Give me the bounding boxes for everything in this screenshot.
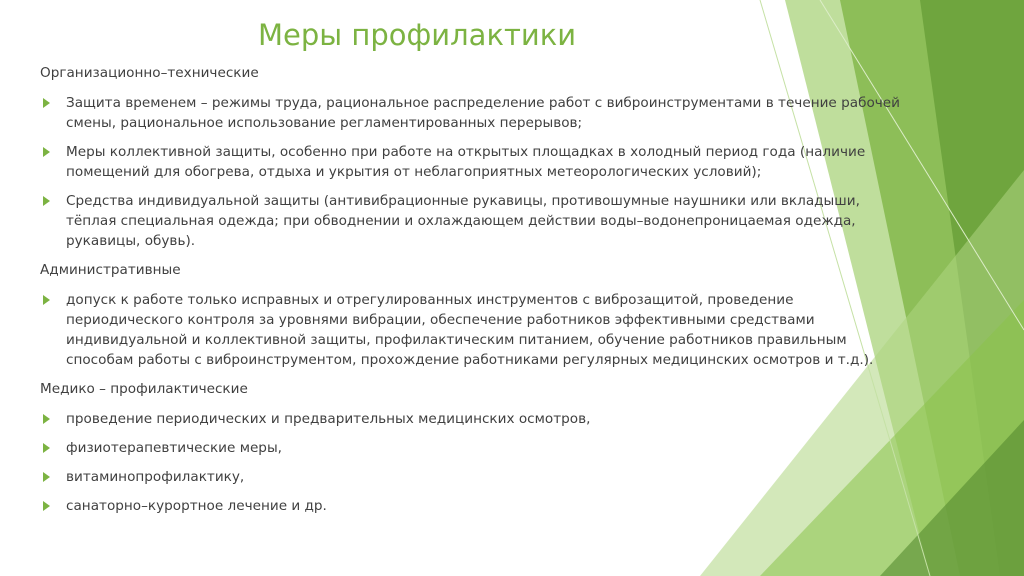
triangle-bullet-icon — [43, 147, 50, 157]
list-item-text: Защита временем – режимы труда, рациональное распределение работ с виброинструментами в течение рабочей смены, рациональное использование регламентированных перерывов; — [66, 95, 900, 131]
section-heading-medical: Медико – профилактические — [40, 381, 248, 397]
list-item-text: витаминопрофилактику, — [66, 469, 245, 485]
content-body — [40, 63, 900, 525]
list-item-text: Меры коллективной защиты, особенно при работе на открытых площадках в холодный период года (наличие помещений для обогрева, отдыха и укрытия от неблагоприятных метеорологических условий); — [66, 144, 866, 180]
list-item — [40, 409, 900, 429]
triangle-bullet-icon — [43, 414, 50, 424]
list-item — [40, 467, 900, 487]
triangle-bullet-icon — [43, 295, 50, 305]
slide-title: Меры профилактики — [258, 18, 577, 52]
list-item — [40, 142, 900, 182]
section-heading-organizational: Организационно–технические — [40, 65, 259, 81]
list-item — [40, 191, 900, 251]
triangle-bullet-icon — [43, 196, 50, 206]
list-item-text: санаторно–курортное лечение и др. — [66, 498, 327, 514]
triangle-bullet-icon — [43, 443, 50, 453]
triangle-bullet-icon — [43, 98, 50, 108]
list-item-text: допуск к работе только исправных и отрегулированных инструментов с виброзащитой, проведение периодического контроля за уровнями вибрации, обеспечение работников эффективными средствами индивидуальной и коллективной защиты, профилактическим питанием, обучение работников правильным способам работы с виброинструментом, прохождение работниками регулярных медицинских осмотров и т.д.). — [66, 292, 874, 368]
list-item-text: Средства индивидуальной защиты (антивибрационные рукавицы, противошумные наушники или вкладыши, тёплая специальная одежда; при обводнении и охлаждающем действии воды–водонепроницаемая одежда, рукавицы, обувь). — [66, 193, 860, 249]
section-heading-administrative: Административные — [40, 262, 181, 278]
triangle-bullet-icon — [43, 472, 50, 482]
triangle-bullet-icon — [43, 501, 50, 511]
list-item — [40, 290, 900, 370]
list-item-text: проведение периодических и предварительных медицинских осмотров, — [66, 411, 591, 427]
list-item — [40, 93, 900, 133]
list-item — [40, 496, 900, 516]
list-item — [40, 438, 900, 458]
list-item-text: физиотерапевтические меры, — [66, 440, 282, 456]
